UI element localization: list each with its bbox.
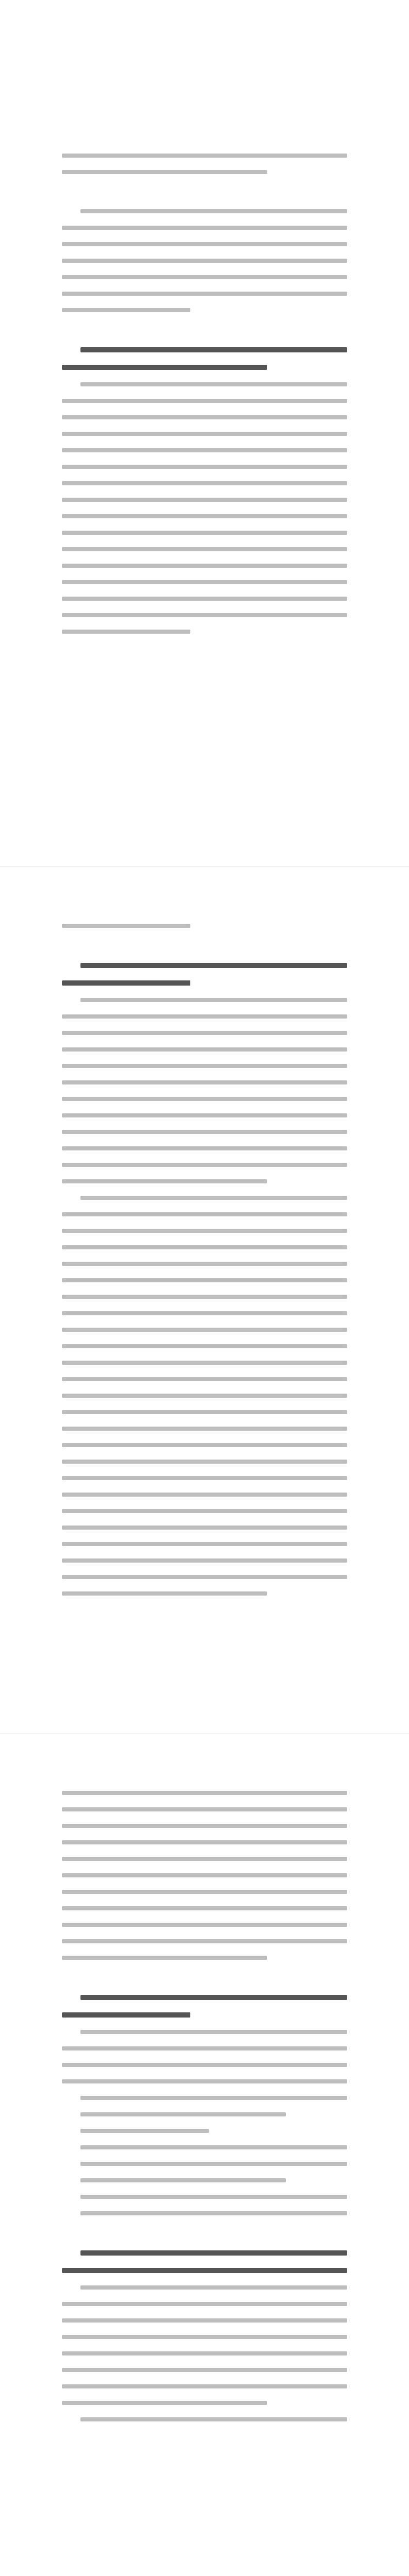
text-line bbox=[62, 1542, 347, 1546]
text-line bbox=[62, 259, 347, 263]
page-number bbox=[0, 828, 409, 836]
text-line bbox=[62, 226, 347, 230]
text-line bbox=[62, 2401, 267, 2405]
text-line bbox=[80, 998, 347, 1002]
text-line bbox=[62, 1807, 347, 1811]
text-line bbox=[62, 1212, 347, 1216]
text-line bbox=[62, 1179, 267, 1183]
text-line bbox=[62, 1278, 347, 1282]
page-2 bbox=[0, 867, 409, 1734]
text-line bbox=[62, 1113, 347, 1117]
text-line bbox=[62, 1262, 347, 1266]
text-line bbox=[62, 1047, 347, 1052]
text-line bbox=[62, 1097, 347, 1101]
text-line bbox=[62, 630, 190, 634]
text-line bbox=[62, 1443, 347, 1447]
document-title bbox=[62, 57, 347, 102]
text-line bbox=[62, 2063, 347, 2067]
text-line bbox=[62, 1509, 347, 1513]
text-line bbox=[62, 1064, 347, 1068]
text-line bbox=[80, 2112, 286, 2116]
text-line bbox=[80, 2178, 286, 2182]
text-line bbox=[62, 498, 347, 502]
text-line bbox=[62, 1476, 347, 1480]
text-line bbox=[62, 1575, 347, 1579]
text-line bbox=[62, 531, 347, 535]
text-line bbox=[62, 1824, 347, 1828]
text-line bbox=[62, 1873, 347, 1877]
text-line bbox=[62, 1923, 347, 1927]
text-line bbox=[62, 2351, 347, 2355]
text-line bbox=[80, 2162, 347, 2166]
addressee-line bbox=[62, 154, 347, 158]
text-line bbox=[80, 2145, 347, 2149]
text-line bbox=[62, 1031, 347, 1035]
text-line bbox=[62, 2079, 347, 2083]
text-line bbox=[62, 465, 347, 469]
text-line bbox=[80, 1196, 347, 1200]
text-line bbox=[62, 613, 347, 617]
text-line bbox=[62, 924, 190, 928]
text-line bbox=[62, 564, 347, 568]
text-line bbox=[62, 1014, 347, 1019]
text-line bbox=[62, 2368, 347, 2372]
text-line bbox=[62, 1080, 347, 1084]
text-line bbox=[62, 1857, 347, 1861]
text-line bbox=[62, 2046, 347, 2050]
text-line bbox=[62, 1163, 347, 1167]
text-line bbox=[62, 1460, 347, 1464]
text-line bbox=[62, 1493, 347, 1497]
section-heading-1 bbox=[80, 347, 347, 352]
text-line bbox=[62, 1328, 347, 1332]
section-heading-2 bbox=[62, 980, 190, 986]
text-line bbox=[62, 448, 347, 452]
text-line bbox=[62, 1558, 347, 1563]
text-line bbox=[62, 514, 347, 518]
text-line bbox=[62, 242, 347, 246]
page-3 bbox=[0, 1734, 409, 2576]
addressee-line bbox=[62, 170, 267, 174]
text-line bbox=[62, 415, 347, 419]
text-line bbox=[62, 1410, 347, 1414]
text-line bbox=[62, 1130, 347, 1134]
text-line bbox=[62, 1229, 347, 1233]
text-line bbox=[62, 1526, 347, 1530]
text-line bbox=[62, 1591, 267, 1596]
text-line bbox=[62, 2384, 347, 2388]
text-line bbox=[80, 2417, 347, 2421]
text-line bbox=[80, 2285, 347, 2290]
text-line bbox=[80, 2211, 347, 2215]
text-line bbox=[62, 432, 347, 436]
text-line bbox=[62, 1890, 347, 1894]
text-line bbox=[62, 2335, 347, 2339]
text-line bbox=[62, 1344, 347, 1348]
text-line bbox=[62, 547, 347, 551]
text-line bbox=[62, 597, 347, 601]
text-line bbox=[80, 2030, 347, 2034]
text-line bbox=[80, 2096, 347, 2100]
text-line bbox=[62, 1146, 347, 1150]
section-heading-4 bbox=[62, 2268, 347, 2273]
text-line bbox=[62, 1394, 347, 1398]
page-number bbox=[0, 1695, 409, 1703]
page-1-content bbox=[62, 57, 347, 646]
text-line bbox=[62, 1245, 347, 1249]
page-1 bbox=[0, 0, 409, 867]
text-line bbox=[62, 2318, 347, 2323]
text-line bbox=[62, 1906, 347, 1910]
page-2-content bbox=[62, 924, 347, 1608]
text-line bbox=[62, 2302, 347, 2306]
text-line bbox=[80, 2129, 209, 2133]
text-line bbox=[62, 580, 347, 584]
text-line bbox=[62, 481, 347, 485]
text-line bbox=[62, 1791, 347, 1795]
section-heading-2 bbox=[80, 963, 347, 968]
text-line bbox=[80, 2195, 347, 2199]
section-heading-3 bbox=[62, 2012, 190, 2018]
text-line bbox=[62, 1361, 347, 1365]
text-line bbox=[62, 308, 190, 312]
text-line bbox=[80, 209, 347, 213]
text-line bbox=[62, 1840, 347, 1844]
text-line bbox=[62, 1377, 347, 1381]
document-number bbox=[62, 106, 347, 117]
text-line bbox=[62, 292, 347, 296]
text-line bbox=[62, 1939, 347, 1943]
text-line bbox=[80, 382, 347, 386]
text-line bbox=[62, 275, 347, 279]
page-3-content bbox=[62, 1791, 347, 2434]
section-heading-4 bbox=[80, 2250, 347, 2256]
section-heading-1 bbox=[62, 365, 267, 370]
page-number bbox=[0, 2562, 409, 2570]
text-line bbox=[62, 1295, 347, 1299]
text-line bbox=[62, 1956, 267, 1960]
section-heading-3 bbox=[80, 1995, 347, 2000]
text-line bbox=[62, 1427, 347, 1431]
text-line bbox=[62, 399, 347, 403]
text-line bbox=[62, 1311, 347, 1315]
